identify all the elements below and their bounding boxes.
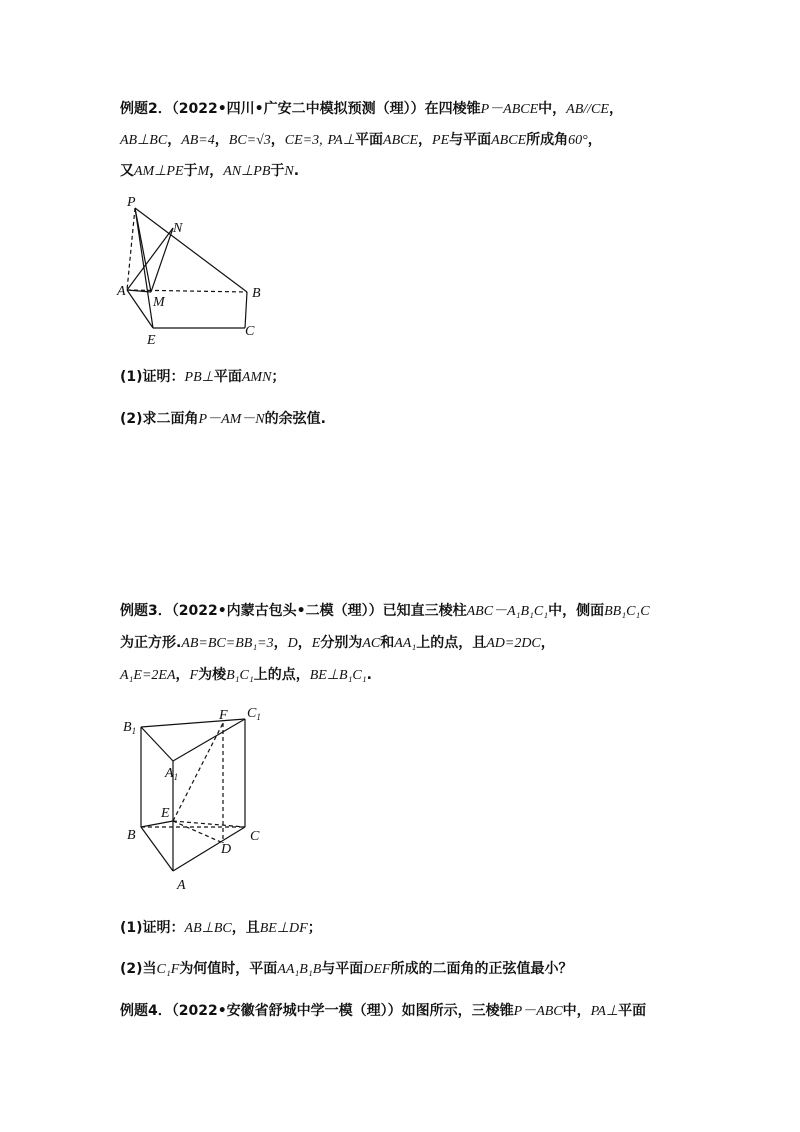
label-A1: $A_1$ xyxy=(165,766,179,782)
math-expression: CE=3, xyxy=(284,133,323,148)
text-run: ， xyxy=(175,667,190,683)
text-run: 为正方形. xyxy=(120,635,182,651)
text-run: 中， xyxy=(562,1003,591,1019)
text-run: (2)当 xyxy=(120,961,157,977)
text-run: 上的点，且 xyxy=(416,635,487,651)
text-run: 为何值时，平面 xyxy=(179,961,278,977)
text-run: ，且 xyxy=(231,920,260,936)
math-expression: AB//CE xyxy=(566,102,609,117)
label-F: F xyxy=(219,708,228,723)
text-run: 平面 xyxy=(355,132,384,148)
label-C: C xyxy=(250,829,260,844)
math-expression: C₁F xyxy=(156,962,180,977)
math-expression: BC=√3 xyxy=(228,133,271,148)
ex3-line-2 xyxy=(120,632,555,652)
math-expression: AB⊥BC xyxy=(120,133,168,148)
math-expression: N xyxy=(284,164,294,179)
ex3-line-3 xyxy=(120,664,372,684)
math-expression: ABC－A₁B₁C₁ xyxy=(466,604,549,619)
text-run: (2)求二面角 xyxy=(120,411,199,427)
text-run: ， xyxy=(297,635,312,651)
ex2-line-2 xyxy=(120,129,602,149)
text-run: 和 xyxy=(380,635,395,651)
text-run: ； xyxy=(307,920,322,936)
math-expression: AN⊥PB xyxy=(223,164,271,179)
text-run: ， xyxy=(167,132,182,148)
math-expression: PA⊥ xyxy=(590,1004,619,1019)
math-expression: AD=2DC xyxy=(486,636,541,651)
math-expression: AB=4 xyxy=(181,133,215,148)
math-expression: DEF xyxy=(363,962,391,977)
math-expression: AMN xyxy=(241,370,272,385)
text-run: 所成的二面角的正弦值最小？ xyxy=(390,961,573,977)
text-run: 例题3．（2022•内蒙古包头•二模（理））已知直三棱柱 xyxy=(120,603,467,619)
math-expression: B₁C₁ xyxy=(226,668,254,683)
text-run: . xyxy=(293,163,300,179)
text-run: 于 xyxy=(183,163,198,179)
text-run: 分别为 xyxy=(320,635,363,651)
math-expression: A₁E=2EA xyxy=(120,668,176,683)
label-B: B xyxy=(252,286,261,301)
math-expression: BE⊥B₁C₁ xyxy=(309,668,367,683)
math-expression: AC xyxy=(362,636,381,651)
text-run: 例题2．（2022•四川•广安二中模拟预测（理））在四棱锥 xyxy=(120,101,481,117)
label-E: E xyxy=(147,333,156,348)
math-expression: ABCE xyxy=(491,133,527,148)
math-expression: P－ABCE xyxy=(480,102,539,117)
math-expression: BB₁C₁C xyxy=(604,604,650,619)
label-D: D xyxy=(221,842,232,857)
text-run: ， xyxy=(209,163,224,179)
math-expression: ABCE xyxy=(383,133,419,148)
label-B1: $B_1$ xyxy=(123,720,137,736)
text-run: 与平面 xyxy=(321,961,364,977)
label-N: N xyxy=(173,221,183,236)
math-expression: PB⊥ xyxy=(184,370,214,385)
label-A: A xyxy=(117,284,126,299)
ex2-line-1 xyxy=(120,98,623,118)
text-run: 平面 xyxy=(213,369,242,385)
text-run: 为棱 xyxy=(198,667,227,683)
label-M: M xyxy=(153,295,165,310)
math-expression: F xyxy=(189,668,199,683)
text-run: ， xyxy=(540,635,555,651)
text-run: 平面 xyxy=(618,1003,647,1019)
text-run: ， xyxy=(273,635,288,651)
label-B: B xyxy=(127,828,136,843)
text-run: ， xyxy=(270,132,285,148)
ex2-line-3 xyxy=(120,160,299,180)
ex2-question-1 xyxy=(120,366,285,386)
text-run: 例题4．（2022•安徽省舒城中学一模（理））如图所示，三棱锥 xyxy=(120,1003,514,1019)
label-P: P xyxy=(127,195,136,210)
math-expression: P－ABC xyxy=(513,1004,563,1019)
math-expression: AB⊥BC xyxy=(184,921,232,936)
text-run: 又 xyxy=(120,163,134,179)
text-run: 于 xyxy=(270,163,285,179)
text-run: ， xyxy=(587,132,602,148)
text-run: 与平面 xyxy=(449,132,492,148)
label-E: E xyxy=(161,806,170,821)
math-expression: BE⊥DF xyxy=(259,921,308,936)
ex4-line-1 xyxy=(120,1000,646,1020)
text-run: ； xyxy=(271,369,286,385)
math-expression: AA₁ xyxy=(394,636,417,651)
label-A: A xyxy=(177,878,186,893)
math-expression: PE xyxy=(432,133,450,148)
math-expression: AM⊥PE xyxy=(134,164,184,179)
label-C1: $C_1$ xyxy=(247,706,261,722)
ex3-line-1 xyxy=(120,600,650,620)
ex2-question-2 xyxy=(120,408,326,428)
text-run: . xyxy=(366,667,372,683)
text-run: ， xyxy=(214,132,229,148)
text-run: ， xyxy=(608,101,623,117)
text-run: 上的点， xyxy=(253,667,310,683)
math-expression: AB=BC=BB₁=3 xyxy=(181,636,274,651)
ex3-figure-prism xyxy=(115,705,275,900)
text-run: 的余弦值. xyxy=(264,411,326,427)
ex2-figure-pyramid xyxy=(115,190,275,350)
math-expression: 60° xyxy=(568,133,588,148)
ex3-question-2 xyxy=(120,958,572,978)
text-run: 所成角 xyxy=(526,132,569,148)
text-run: 中，侧面 xyxy=(548,603,605,619)
math-expression: P－AM－N xyxy=(198,412,265,427)
text-run: ， xyxy=(418,132,433,148)
ex3-question-1 xyxy=(120,917,322,937)
math-expression: M xyxy=(197,164,210,179)
math-expression: PA⊥ xyxy=(327,133,356,148)
math-expression: AA₁B₁B xyxy=(277,962,322,977)
text-run: 中， xyxy=(538,101,567,117)
text-run: (1)证明： xyxy=(120,920,185,936)
label-C: C xyxy=(245,324,255,339)
math-expression: E xyxy=(311,636,321,651)
text-run: (1)证明： xyxy=(120,369,185,385)
math-expression: D xyxy=(287,636,298,651)
